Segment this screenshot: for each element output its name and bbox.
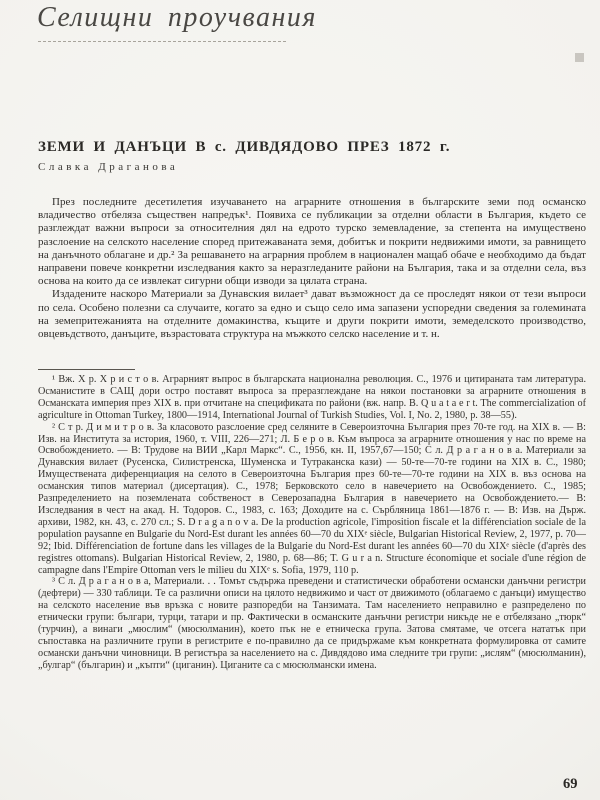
page-number: 69 <box>563 776 578 792</box>
footnote-divider <box>38 369 135 370</box>
footnote-2: ² С т р. Д и м и т р о в. За класовото разслоение сред селяните в Североизточна България през 70-те год. на XIX в. — В: Изв. на Института за история, 1960, т. VIII, 226—271; Л. Б е р о в. Към въпроса за аграрните отношения у нас по време на Освобождението. — В: Трудове на ВИИ „Карл Маркс“. С., 1956, кн. II, 1957,67—150; С л. Д р а г а н о в а. Материали за Дунавския вилает (Русенска, Силистренска, Шуменска и Тутраканска кази) — 50-те—70-те години на XIX в. С., 1980; Имуществената диференциация на селото в Североизточна България през 60-те—70-те години на XIX в. въз основа на османския типов материал (дисертация). С., 1978; Берковското село в навечерието на Освобождението. С., 1985; Разпределението на поземлената собственост в Северозападна България в навечерието на Освобождението.— В: Изследвания в чест на акад. Н. Тодоров. С., 1983, с. 163; Доходите на с. Сърбляница 1861—1876 г. — В: Изв. на Държ. архиви, 1982, кн. 43, с. 270 сл.; S. D r a g a n o v a. De la production agricole, l'imposition fiscale et la différenciation sociale de la population paysanne en Bulgarie du Nord-Est durant les années 60—70 du XIXᵉ siècle, Bulgarian Historical Review, 2, 1977, p. 70—92; Ibid. Différenciation de fortune dans les villages de la Bulgarie du Nord-Est durant les années 60—70 du XIXᵉ siècle (d'après des registres ottomans). Bulgarian Historical Review, 2, 1980, p. 68—86; T. G u r a n. Structure économique et sociale d'une région de campagne dans l'Empire Ottoman vers le milieu du XIXᵉ s. Sofia, 1979, 110 p. <box>38 421 586 576</box>
footnote-3: ³ С л. Д р а г а н о в а, Материали. . . Томът съдържа преведени и статистически обработени османски данъчни регистри (дефтери) — 330 таблици. Те са различни описи на цялото недвижимо и част от движимото (облагаемо с данъци) имущество на селското население във връзка с новите разпоредби на Танзимата. Там населението неправилно е разпределено по етнически групи: българи, турци, татари и пр. Фактически в османските данъчни регистри никъде не е отбелязано „тюрк“ (турчин), а винаги „мюслим“ (мюсюлманин), което пък не е етническа група. Затова смятаме, че отсега нататък при съпоставка на различните групи в регистрите е по-правилно да се придържаме към конкретната формулировка от самите османски данъчни чиновници. В регистъра за населението на с. Дивдядово има следните три групи: „ислям“ (мюсюлманин), „булгар“ (българин) и „къпти“ (циганин). Циганите са с мюсюлмански имена. <box>38 576 586 671</box>
article-author: Славка Драганова <box>38 161 179 173</box>
corner-mark <box>575 53 584 62</box>
article-body <box>38 196 586 368</box>
running-head: Селищни проучвания <box>37 2 317 33</box>
article-title: ЗЕМИ И ДАНЪЦИ В с. ДИВДЯДОВО ПРЕЗ 1872 г. <box>38 139 451 156</box>
body-paragraph: През последните десетилетия изучаването на аграрните отношения в българските земи под османско владичество отбеляза съществен напредък¹. Появиха се публикации за отделни области в България, където се разглеждат важни въпроси за относителния дял на едрото турско земевладение, за степента на имуществено разслоение на селското население според притежаваната земя, добитък и покрити недвижими имоти, за равнището на данъчното облагане и др.² За решаването на аграрния проблем в национален мащаб обаче е необходимо да бъдат направени повече конкретни изследвания както за неразгледаните райони на България, така и за отделни села, въз основа на които да се извлекат сигурни общи изводи за цялата страна. <box>38 196 586 288</box>
body-paragraph: Издадените наскоро Материали за Дунавския вилает³ дават възможност да се проследят някои от тези въпроси по села. Особено полезни са случаите, когато за едно и също село има запазени успоредни сведения за големината на земепритежанията на отделните домакинства, къщите и други покрити имоти, земеделското производство, овцевъдството, данъците, възрастовата структура на мъжкото селско население и т. н. <box>38 288 586 341</box>
footnote-1: ¹ Вж. Х р. Х р и с т о в. Аграрният въпрос в българската национална революция. С., 1976 и цитираната там литература. Османистите в САЩ дори остро поставят въпроса за преразглеждане на някои постановки за аграрните отношения в Османската империя през XIX в. при отчитане на спецификата по райони (вж. напр. B. Q u a t a e r t. The commercialization of agriculture in Ottoman Turkey, 1800—1914, International Journal of Turkish Studies, Vol. I, No. 2, 1980, p. 38—55). <box>38 374 586 421</box>
running-head-divider <box>38 41 286 42</box>
footnotes-block <box>38 374 586 772</box>
